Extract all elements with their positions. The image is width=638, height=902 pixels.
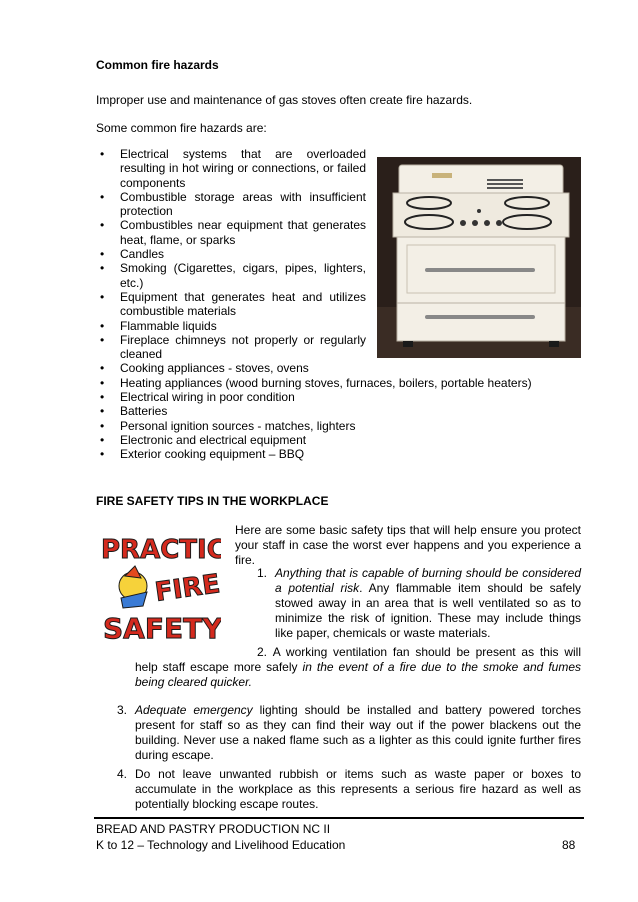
list-item: • Fireplace chimneys not properly or regularly cleaned: [100, 332, 366, 362]
bullet-icon: •: [100, 218, 105, 233]
stove-illustration: [377, 157, 581, 358]
tip-2-text: 2. A working ventilation fan should be present as this will help staff escape more safely in the event of a fire due to the smoke and fumes being cleared quicker.: [135, 645, 582, 689]
list-item: • Electrical wiring in poor condition: [100, 390, 295, 405]
bullet-icon: •: [100, 404, 105, 419]
section-heading-fire-safety: FIRE SAFETY TIPS IN THE WORKPLACE: [96, 494, 329, 508]
gas-stove-photo: [377, 157, 581, 358]
logo-word-safety: SAFETY: [103, 612, 221, 645]
list-item: • Heating appliances (wood burning stoves, furnaces, boilers, portable heaters): [100, 375, 532, 390]
list-item: • Batteries: [100, 404, 168, 419]
list-item: • Smoking (Cigarettes, cigars, pipes, lighters, etc.): [100, 261, 366, 290]
page-number: 88: [562, 838, 576, 852]
list-item: • Flammable liquids: [100, 318, 217, 333]
bullet-icon: •: [100, 289, 105, 304]
list-item: • Equipment that generates heat and utilizes combustible materials: [100, 289, 366, 319]
list-item: • Exterior cooking equipment – BBQ: [100, 447, 305, 462]
bullet-icon: •: [100, 247, 105, 262]
safety-intro-paragraph: Here are some basic safety tips that will help ensure you protect your staff in case the worst ever happens and you experience a fire.: [235, 523, 581, 567]
bullet-icon: •: [100, 147, 105, 161]
bullet-icon: •: [100, 418, 105, 433]
list-lead: Some common fire hazards are:: [96, 121, 267, 135]
tip-4-text: Do not leave unwanted rubbish or items such as waste paper or boxes to accumulate in the workplace as this represents a serious fire hazard as well as potentially blocking escape routes.: [135, 767, 581, 811]
bullet-icon: •: [100, 390, 105, 405]
footer-divider: [94, 817, 584, 819]
bullet-icon: •: [100, 318, 105, 333]
tip-1-number: 1.: [257, 566, 268, 580]
logo-word-practice: PRACTIC: [101, 535, 221, 565]
logo-graphic: [97, 522, 221, 647]
logo-word-fire: FIRE: [153, 569, 221, 608]
list-item: • Cooking appliances - stoves, ovens: [100, 361, 309, 376]
list-item: • Personal ignition sources - matches, lighters: [100, 418, 356, 433]
bullet-icon: •: [100, 332, 105, 347]
footer-subtitle: K to 12 – Technology and Livelihood Education: [96, 838, 346, 852]
list-item: • Combustibles near equipment that generates heat, flame, or sparks: [100, 218, 366, 247]
list-item: • Combustible storage areas with insufficient protection: [100, 189, 366, 219]
list-item: • Candles: [100, 247, 165, 262]
tip-3-number: 3.: [117, 703, 128, 717]
list-item: • Electrical systems that are overloaded resulting in hot wiring or connections, or failed components: [100, 147, 366, 190]
practice-fire-safety-logo: [97, 522, 221, 647]
footer-title: BREAD AND PASTRY PRODUCTION NC II: [96, 822, 331, 836]
bullet-icon: •: [100, 447, 105, 462]
tip-3-text: Adequate emergency lighting should be installed and battery powered torches present for staff so as they can find their way out if the power blackens out the building. Never use a naked flame such as a lighter as this could ignite further fires during escape.: [135, 703, 582, 762]
bullet-icon: •: [100, 189, 105, 204]
bullet-icon: •: [100, 361, 105, 376]
list-item: • Electronic and electrical equipment: [100, 432, 307, 447]
bullet-icon: •: [100, 432, 105, 447]
section-heading-fire-hazards: Common fire hazards: [96, 58, 219, 72]
bullet-icon: •: [100, 375, 105, 390]
tip-1-text: Anything that is capable of burning should be considered a potential risk. Any flammable item should be safely stowed away in an area that is well ventilated so as to minimize the risk of ignition. These may include things like paper, chemicals or waste materials.: [275, 566, 581, 640]
mascot-icon: [119, 566, 147, 608]
tip-4-number: 4.: [117, 767, 128, 781]
intro-paragraph: Improper use and maintenance of gas stoves often create fire hazards.: [96, 93, 473, 107]
bullet-icon: •: [100, 261, 105, 276]
